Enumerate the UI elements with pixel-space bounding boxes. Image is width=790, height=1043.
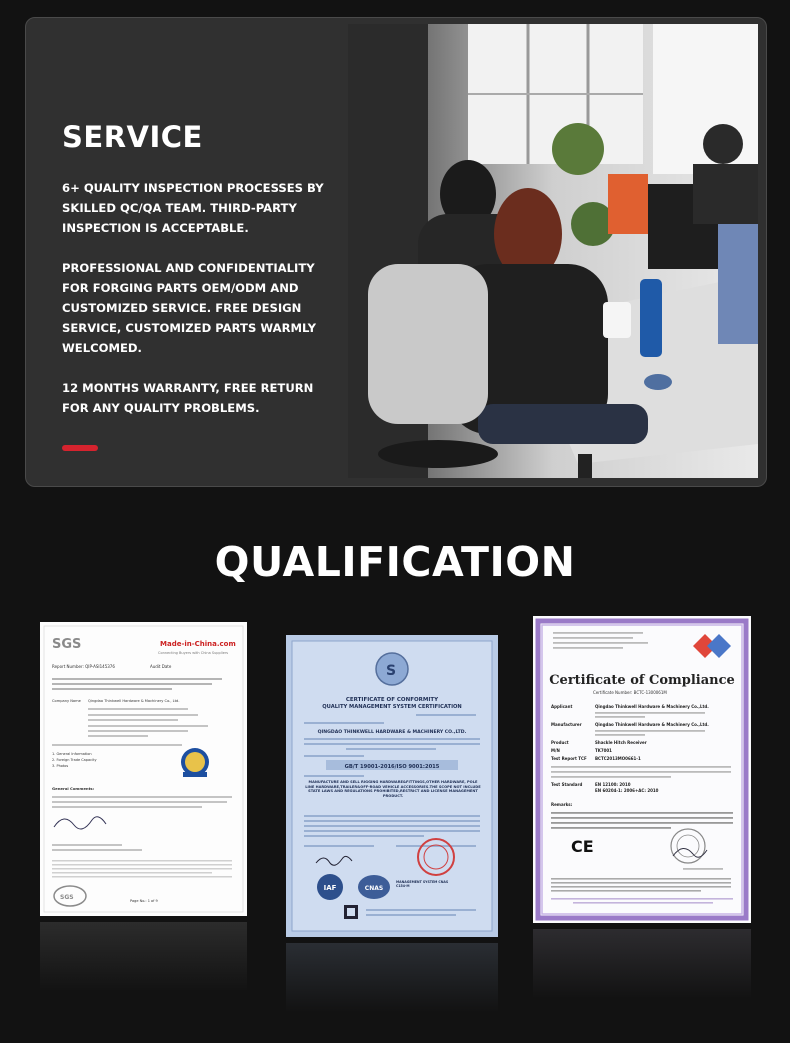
svg-text:Page No.: 1 of 9: Page No.: 1 of 9 <box>130 899 158 903</box>
svg-text:Applicant: Applicant <box>551 704 573 709</box>
svg-text:TK7001: TK7001 <box>595 748 612 753</box>
service-title: SERVICE <box>62 120 203 154</box>
office-photo <box>348 24 758 478</box>
service-paragraph-inspection: 6+ QUALITY INSPECTION PROCESSES BY SKILLED QC/QA TEAM. THIRD-PARTY INSPECTION IS ACCEPTABLE. <box>62 181 324 235</box>
svg-text:1. General Information: 1. General Information <box>52 752 92 756</box>
certificate-sgs-reflection <box>40 922 247 992</box>
svg-text:EN 60204-1: 2006+AC: 2010: EN 60204-1: 2006+AC: 2010 <box>595 788 659 793</box>
svg-text:Qingdao Thinkwell Hardware & M: Qingdao Thinkwell Hardware & Machinery Co.,Ltd. <box>595 704 709 709</box>
iso-title: CERTIFICATE OF CONFORMITY <box>345 697 439 703</box>
certificate-iso: S CERTIFICATE OF CONFORMITY QUALITY MANAGEMENT SYSTEM CERTIFICATION QINGDAO THINKWELL HARDWARE & MACHINERY CO.,LTD. GB/T 19001-2016/ISO 9001:2015 MANUFACTURE AND SELL RIGGING HARDWARE&FITTINGS,OTHER HARDWARE, POLE LINE HARDWARE,TRAILER&OFF-ROAD VEHICLE ACCESSORIES.THE SCOPE NOT INCLUDE STATE LAWS AND REGULATIONS PROHIBITED,RESTRICT AND LICENSE MANAGEMENT PRODUCT. IAF CNAS MANAGEMENT SYSTEM CNAS C154-M <box>286 635 498 937</box>
svg-text:Test Standard: Test Standard <box>551 782 583 787</box>
ce-mark: CE <box>571 837 594 856</box>
certificate-compliance <box>533 616 751 923</box>
svg-text:EN 12100: 2010: EN 12100: 2010 <box>595 782 631 787</box>
iaf-badge: IAF <box>323 884 337 892</box>
svg-text:General Comments:: General Comments: <box>52 786 95 791</box>
qualification-title: QUALIFICATION <box>214 538 576 586</box>
svg-text:Qingdao Thinkwell Hardware & M: Qingdao Thinkwell Hardware & Machinery Co.,Ltd. <box>595 722 709 727</box>
svg-text:Company Name: Company Name <box>52 699 81 703</box>
service-paragraph-oem: PROFESSIONAL AND CONFIDENTIALITY FOR FORGING PARTS OEM/ODM AND CUSTOMIZED SERVICE. FREE DESIGN SERVICE, CUSTOMIZED PARTS WARMLY WELCOMED. <box>62 261 317 355</box>
svg-text:Report Number: QIP-ASI145376: Report Number: QIP-ASI145376 <box>52 664 115 669</box>
service-paragraph-warranty: 12 MONTHS WARRANTY, FREE RETURN FOR ANY QUALITY PROBLEMS. <box>62 381 314 415</box>
svg-text:Remarks:: Remarks: <box>551 802 573 807</box>
certificate-sgs <box>40 622 247 916</box>
svg-text:Audit Date: Audit Date <box>150 664 172 669</box>
compliance-title: Certificate of Compliance <box>549 673 735 688</box>
accent-bar <box>62 445 98 451</box>
svg-text:Manufacturer: Manufacturer <box>551 722 582 727</box>
svg-text:Connecting Buyers with China S: Connecting Buyers with China Suppliers <box>158 651 229 655</box>
svg-text:S: S <box>386 663 397 679</box>
service-card <box>25 17 767 487</box>
svg-text:SGS: SGS <box>60 894 74 901</box>
svg-text:Test Report TCF: Test Report TCF <box>551 756 587 761</box>
svg-text:2. Foreign Trade Capacity: 2. Foreign Trade Capacity <box>52 758 97 762</box>
svg-text:M/N: M/N <box>551 748 560 753</box>
svg-text:Qingdao Thinkwell Hardware & M: Qingdao Thinkwell Hardware & Machinery Co., Ltd. <box>88 699 180 703</box>
sgs-logo: SGS <box>52 637 82 652</box>
service-text <box>62 178 332 438</box>
certificate-iso-reflection <box>286 943 498 1013</box>
svg-text:Shackle Hitch Receiver: Shackle Hitch Receiver <box>595 740 647 745</box>
svg-text:Certificate Number: BCTC-13000: Certificate Number: BCTC-1300061M <box>593 690 667 695</box>
svg-text:BCTC2013MO0661-1: BCTC2013MO0661-1 <box>595 756 641 761</box>
cnas-badge: CNAS <box>364 885 384 892</box>
svg-text:QINGDAO THINKWELL HARDWARE & M: QINGDAO THINKWELL HARDWARE & MACHINERY CO.,LTD. <box>317 730 467 735</box>
svg-text:QUALITY MANAGEMENT SYSTEM CERT: QUALITY MANAGEMENT SYSTEM CERTIFICATION <box>322 704 462 710</box>
certificate-compliance-reflection <box>533 929 751 999</box>
made-in-china-logo: Made-in-China.com <box>160 640 236 648</box>
svg-text:Product: Product <box>551 740 569 745</box>
svg-text:3. Photos: 3. Photos <box>52 764 69 768</box>
svg-text:GB/T 19001-2016/ISO 9001:2015: GB/T 19001-2016/ISO 9001:2015 <box>344 764 440 770</box>
